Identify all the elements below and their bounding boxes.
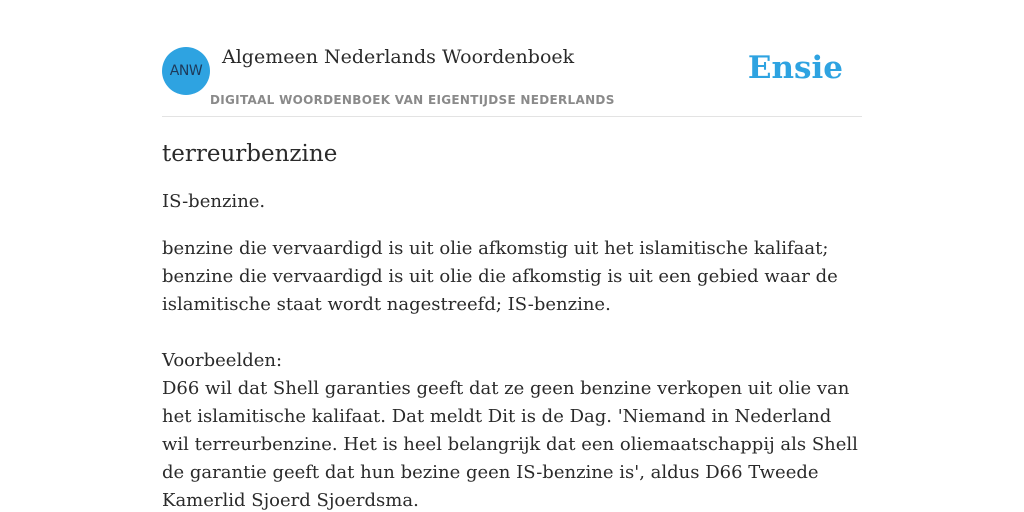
site-title[interactable]: Algemeen Nederlands Woordenboek — [222, 46, 575, 68]
entry-content — [162, 136, 862, 512]
examples-label: Voorbeelden: — [162, 350, 283, 371]
anw-logo[interactable]: ANW — [162, 47, 210, 95]
headword: terreurbenzine — [162, 141, 338, 167]
example-text: D66 wil dat Shell garanties geeft dat ze geen benzine verkopen uit olie van het islamitische kalifaat. Dat meldt Dit is de Dag. 'Niemand in Nederland wil terreurbenzine. Het is heel belangrijk dat een oliemaatschappij als Shell de garantie geeft dat hun bezine geen IS-benzine is', aldus D66 Tweede Kamerlid Sjoerd Sjoerdsma. — [162, 378, 858, 511]
site-header — [162, 40, 862, 117]
definition-text: benzine die vervaardigd is uit olie afkomstig uit het islamitische kalifaat; benzine die vervaardigd is uit olie die afkomstig is uit een gebied waar de islamitische staat wordt nagestreefd; IS-benzine. — [162, 238, 838, 315]
short-definition: IS-benzine. — [162, 191, 266, 212]
ensie-brand-logo[interactable]: Ensie — [747, 50, 843, 86]
site-subtitle: DIGITAAL WOORDENBOEK VAN EIGENTIJDSE NEDERLANDS — [210, 93, 615, 107]
